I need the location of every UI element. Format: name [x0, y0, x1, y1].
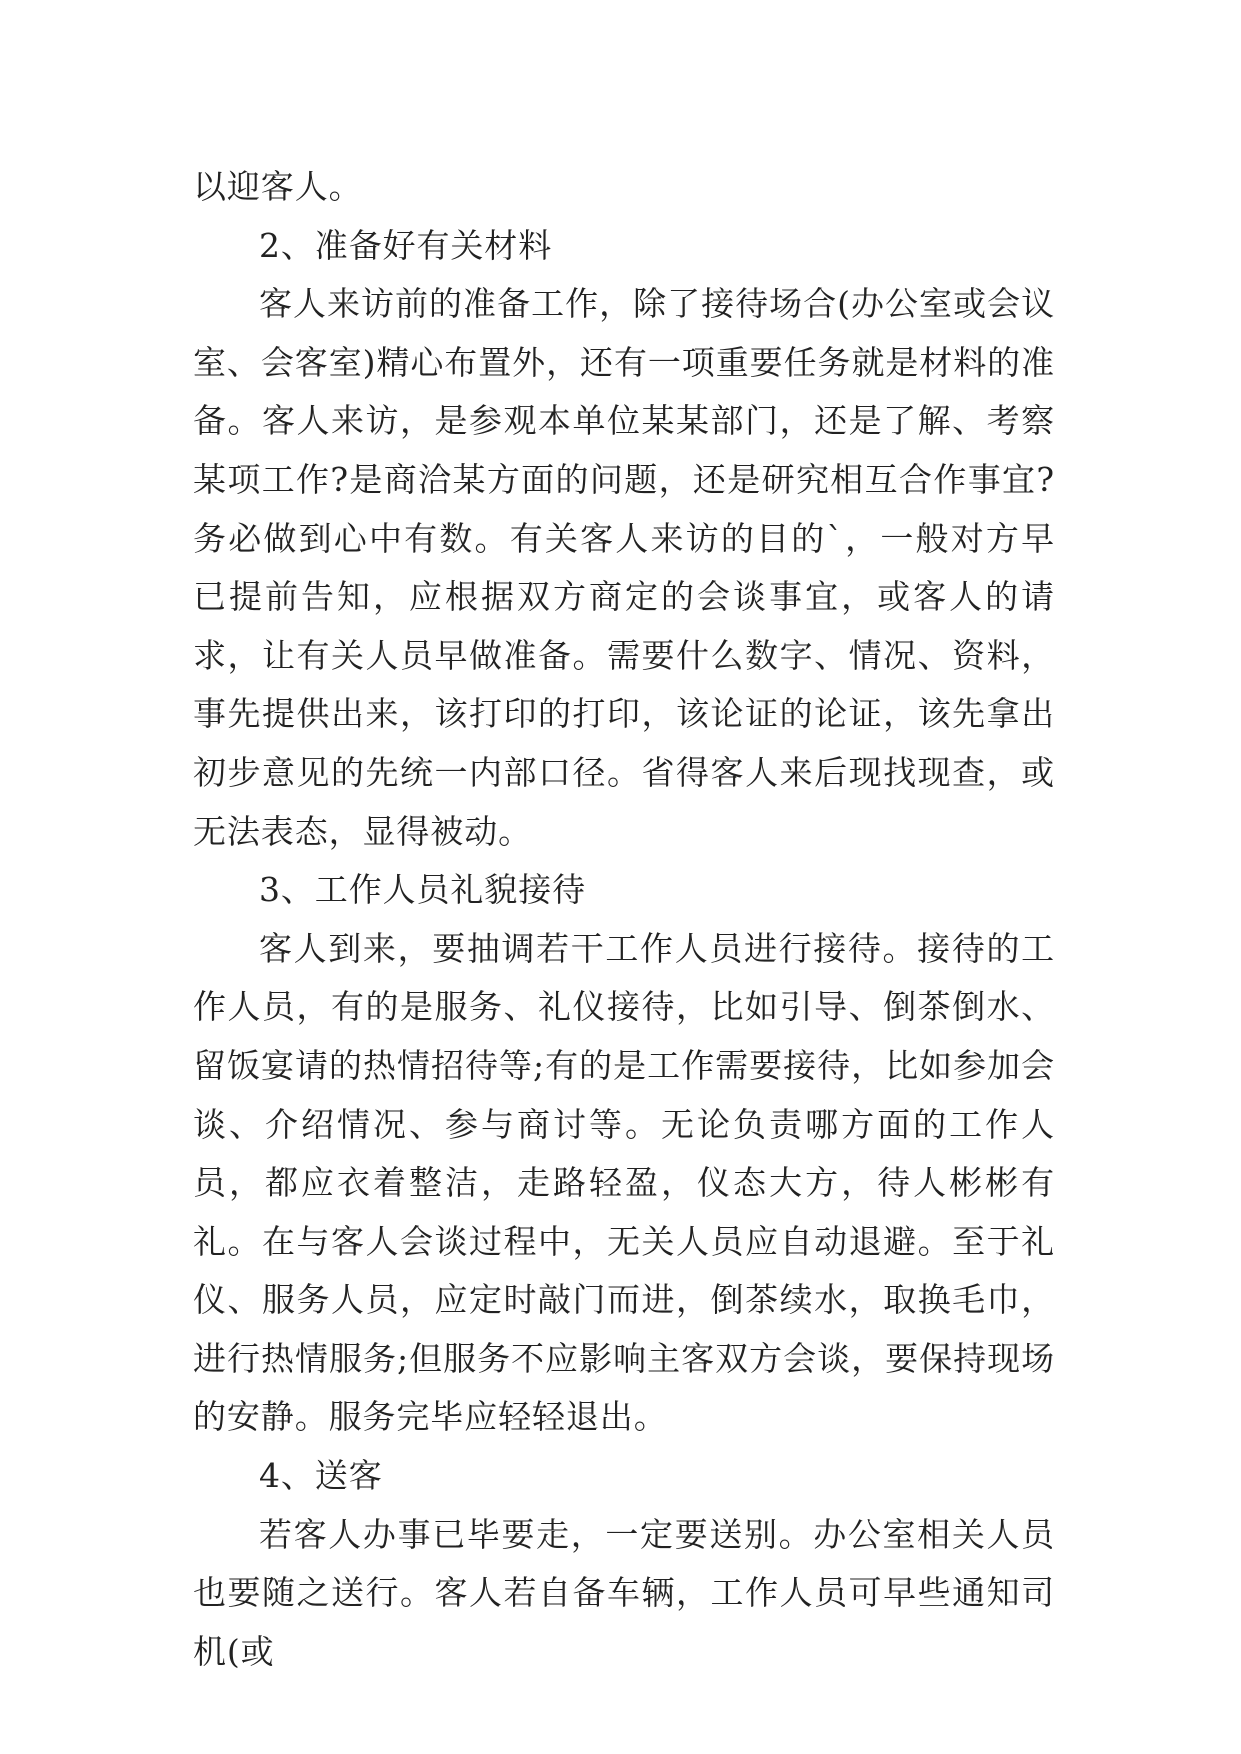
paragraph-materials: 客人来访前的准备工作，除了接待场合(办公室或会议室、会客室)精心布置外，还有一项重要任务就是材料的准备。客人来访，是参观本单位某某部门，还是了解、考察某项工作?是商洽某方面的问题，还是研究相互合作事宜?务必做到心中有数。有关客人来访的目的`，一般对方早已提前告知，应根据双方商定的会谈事宜，或客人的请求，让有关人员早做准备。需要什么数字、情况、资料，事先提供出来，该打印的打印，该论证的论证，该先拿出初步意见的先统一内部口径。省得客人来后现找现查，或无法表态，显得被动。 — [193, 284, 1055, 851]
section-heading-2: 2、准备好有关材料 — [259, 225, 553, 265]
document-body — [193, 158, 1055, 1681]
paragraph-continuation: 以迎客人。 — [193, 167, 363, 206]
section-heading-4: 4、送客 — [259, 1456, 383, 1496]
section-heading-3: 3、工作人员礼貌接待 — [259, 870, 586, 910]
paragraph-reception: 客人到来，要抽调若干工作人员进行接待。接待的工作人员，有的是服务、礼仪接待，比如引导、倒茶倒水、留饭宴请的热情招待等;有的是工作需要接待，比如参加会谈、介绍情况、参与商讨等。无论负责哪方面的工作人员，都应衣着整洁，走路轻盈，仪态大方，待人彬彬有礼。在与客人会谈过程中，无关人员应自动退避。至于礼仪、服务人员，应定时敲门而进，倒茶续水，取换毛巾，进行热情服务;但服务不应影响主客双方会谈，要保持现场的安静。服务完毕应轻轻退出。 — [193, 928, 1055, 1437]
paragraph-farewell: 若客人办事已毕要走，一定要送别。办公室相关人员也要随之送行。客人若自备车辆，工作人员可早些通知司机(或 — [193, 1514, 1055, 1671]
